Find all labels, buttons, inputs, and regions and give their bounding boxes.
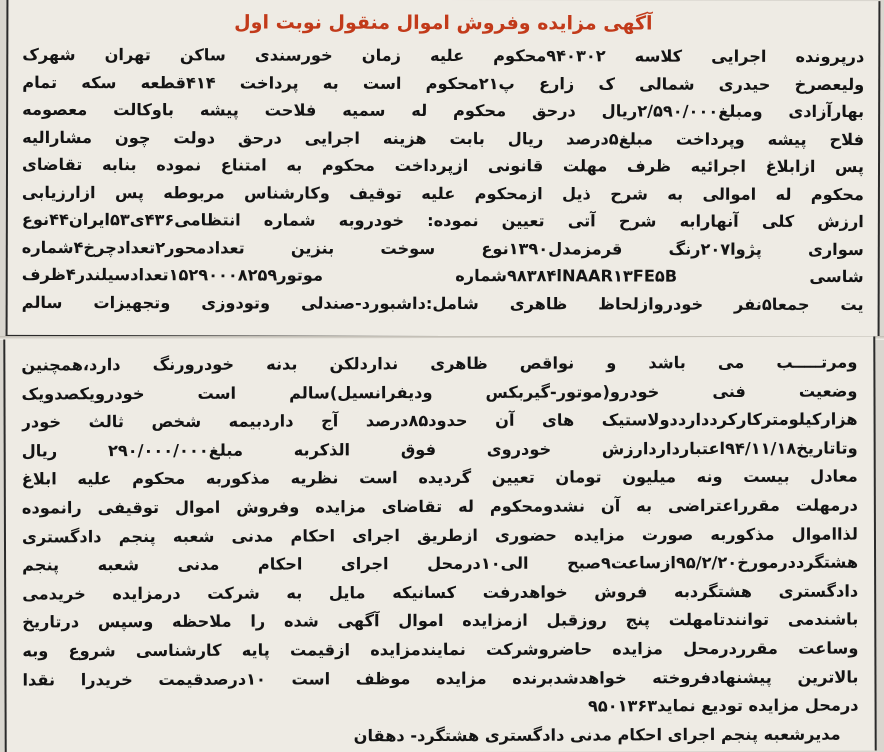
notice-line: وساعت مقرردرمحل مزایده حاضروشرکت نمایندمزایده ازقیمت پایه کارشناسی شروع وبه [22,638,859,661]
notice-line: بهارآزادی ومبلغ۲/۵۹۰/۰۰۰ریال درحق محکوم له سمیه فلاحت پیشه باوکالت معصومه [22,99,865,122]
notice-line: محکوم له اموالی به شرح ذیل ازمحکوم علیه توقیف وکارشناس مربوطه پس ازارزیابی [21,182,864,204]
notice-title: آگهی مزایده وفروش اموال منقول نوبت اول [234,11,653,35]
notice-top-section [6,0,881,339]
notice-line: ولیعصرخ حیدری شمالی ک زارع پ۲۱محکوم است به پرداخت ۴۱۴قطعه سکه تمام [22,72,865,94]
notice-signature: مدیرشعبه پنجم اجرای احکام مدنی دادگستری هشتگرد- دهقان [353,724,841,746]
notice-line: درمهلت مقرراعتراضی به آن نشدومحکوم له تقاضای مزایده وفروش اموال توقیفی رانموده [21,495,858,518]
notice-line: لذااموال مذکوربه صورت مزایده حضوری ازطریق اجرای احکام مدنی شعبه پنجم دادگستری [21,524,858,547]
notice-line: فلاح پیشه وپرداخت مبلغ۵درصد ریال بابت هزینه اجرایی درحق دولت چون مشارالیه [22,127,865,149]
notice-line: یت جمعا۵نفر خودروازلحاظ ظاهری شامل:داشبورد-صندلی وتودوزی وتجهیزات سالم [21,292,864,314]
notice-line: وتاتاریخ۹۴/۱۱/۱۸اعتبارداردارزش خودروی فوق الذکربه مبلغ۲۹۰/۰۰۰/۰۰۰ ریال [21,438,858,461]
notice-line: درپرونده اجرایی کلاسه ۹۴۰۳۰۲محکوم علیه زمان خورسندی ساکن تهران شهرک [22,44,865,67]
notice-line: بالاترین پیشنهادفروخته خواهدشدبرنده مزایده موظف است ۱۰درصدقیمت خریدرا نقدا [22,667,859,689]
notice-line: ارزش کلی آنهارابه شرح آتی تعیین نموده: خودروبه شماره انتظامی۴۳۶ی۵۳ایران۴۴نوع [21,209,864,232]
notice-line: وضعیت فنی خودرو(موتور-گیربکس ودیفرانسیل)سالم است خودرویکصدویک [21,381,858,404]
notice-bottom-section [3,336,876,752]
notice-line: دادگستری هشتگردبه فروش خواهدرفت کسانیکه مایل به شرکت درمزایده خریدمی [22,581,859,604]
notice-line: درمحل مزایده تودیع نماید۹۵۰۱۳۶۳ [587,695,859,716]
notice-line: شاسی NAAR۱۳FE۵Bا۹۸۳۸۴شماره موتور۱۵۲۹۰۰۰۸۲۵۹تعدادسیلندر۴ظرف [21,264,864,287]
notice-line: معادل بیست ونه میلیون تومان تعیین گردیده است نظریه مذکوربه محکوم علیه ابلاغ [21,466,858,489]
notice-line: سواری پژوا۲۰۷رنگ قرمزمدل۱۳۹۰نوع سوخت بنزین تعدادمحور۲تعدادچرخ۴شماره [21,237,864,259]
notice-line: پس ازابلاغ اجرائیه ظرف مهلت قانونی ازپرداخت محکوم به امتناع نموده بنابه تقاضای [21,154,865,177]
notice-line: هزارکیلومترکارکرددارددولاستیک های آن حدود۸۵درصد آج داردبیمه شخص ثالث خودر [21,409,858,432]
notice-line: ومرتـــــب می باشد و نواقص ظاهری نداردلکن بدنه خودرورنگ دارد،همچنین [21,352,858,375]
notice-line: هشتگرددرمورخ۹۵/۲/۲۰ازساعت۹صبح الی۱۰درمحل اجرای احکام مدنی شعبه پنجم [22,552,859,575]
notice-line: باشندمی توانندتامهلت پنج روزقبل ازمزایده اموال آگهی شده را ملاحظه وسپس درتاریخ [22,609,859,632]
